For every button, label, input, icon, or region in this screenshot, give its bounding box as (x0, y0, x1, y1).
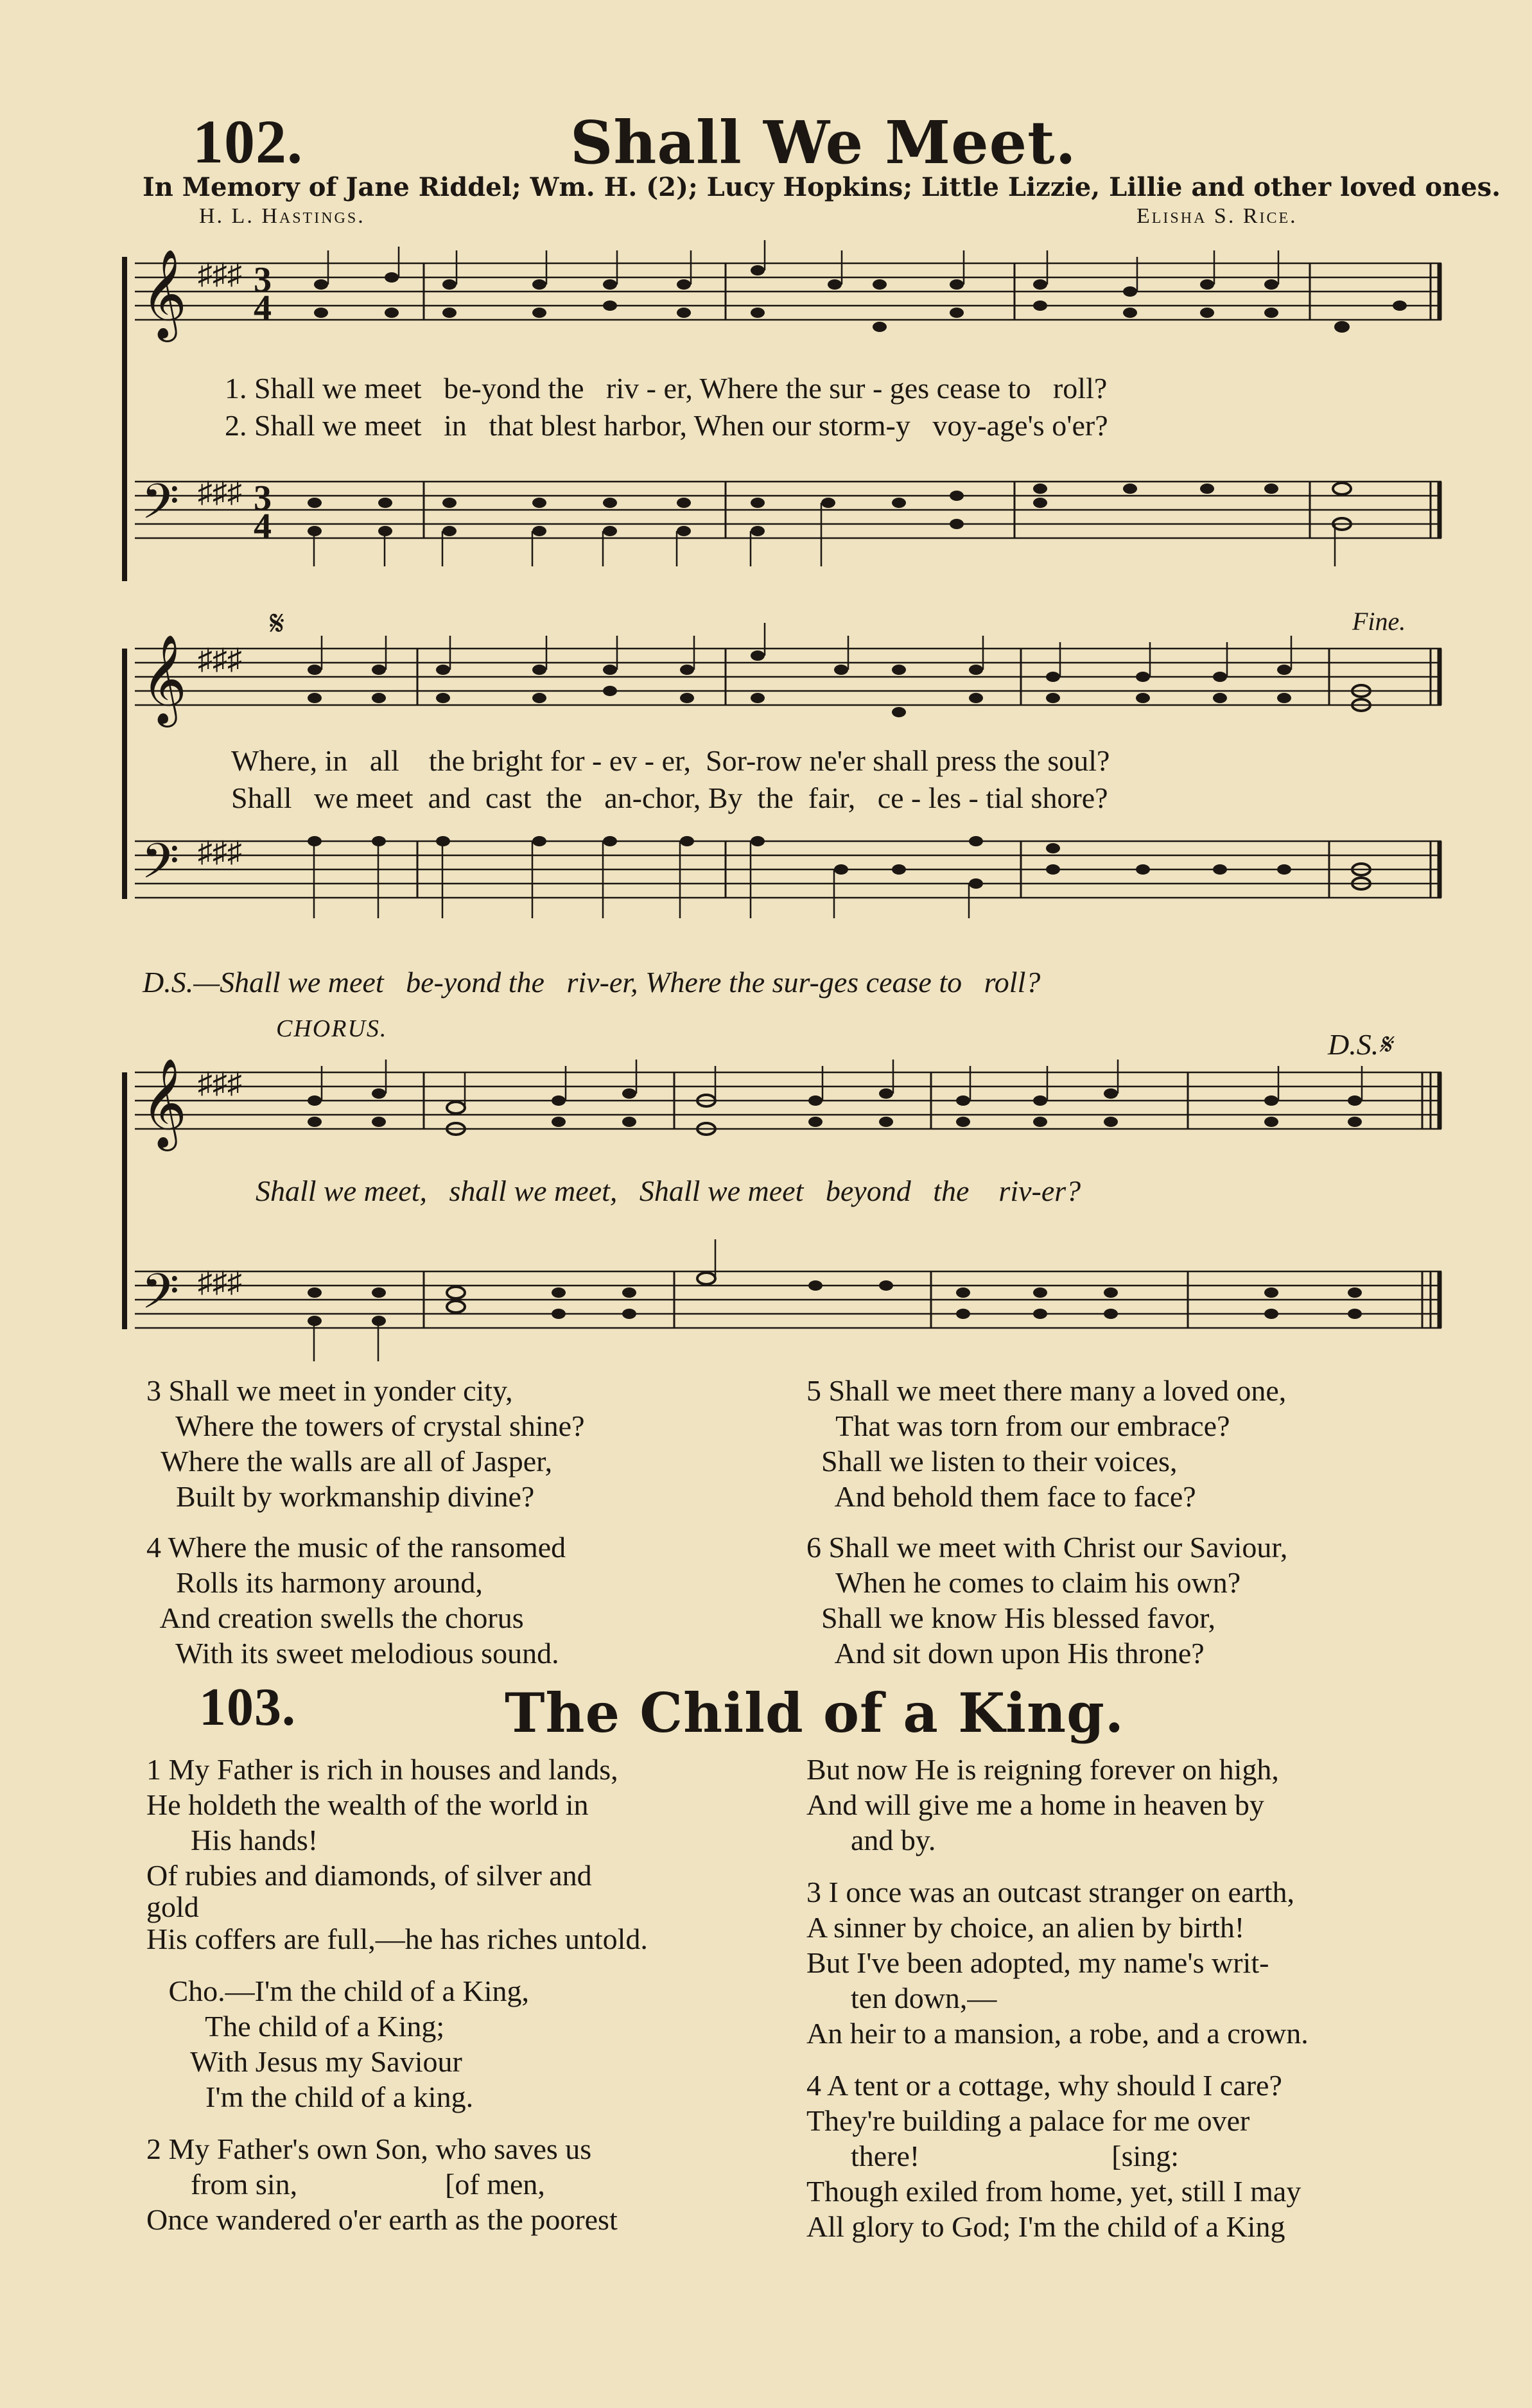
chorus-text: With Jesus my Saviour (146, 2045, 462, 2078)
svg-text:𝄞: 𝄞 (141, 634, 187, 724)
verse-3 (146, 1373, 585, 1514)
text-line: and by. (806, 1824, 936, 1856)
chorus-lyric: Shall we meet, shall we meet, Shall we meet beyond the riv-er? (256, 1174, 1081, 1207)
verse-line: That was torn from our embrace? (806, 1409, 1230, 1442)
segno-sign: 𝄋 (270, 604, 285, 643)
dedication: In Memory of Jane Riddel; Wm. H. (2); Lucy Hopkins; Little Lizzie, Lillie and other loved ones. (143, 172, 1501, 202)
text-line: 1 My Father is rich in houses and lands, (146, 1753, 618, 1786)
text-line: 2 My Father's own Son, who saves us (146, 2133, 592, 2165)
verse-2-lyric-system-1: 2. Shall we meet in that blest harbor, When our storm-y voy-age's o'er? (225, 409, 1108, 442)
hymn-103-left-column (146, 1752, 648, 2237)
text-line: ten down,— (806, 1982, 997, 2014)
svg-text:𝄢: 𝄢 (141, 833, 180, 902)
verse-line: 4 Where the music of the ransomed (146, 1531, 566, 1564)
svg-text:3: 3 (254, 478, 272, 518)
author-credit: H. L. Hastings. (199, 204, 365, 228)
text-line: Once wandered o'er earth as the poorest (146, 2203, 618, 2236)
verse-4 (146, 1530, 566, 1671)
chorus-text: The child of a King; (146, 2010, 445, 2043)
verse-line: With its sweet melodious sound. (146, 1637, 559, 1670)
verse-line: Where the towers of crystal shine? (146, 1409, 585, 1442)
verse-line: And behold them face to face? (806, 1480, 1196, 1513)
text-line: from sin, [of men, (146, 2168, 545, 2201)
text-line: there! [sing: (806, 2140, 1179, 2172)
verse-line: Built by workmanship divine? (146, 1480, 535, 1513)
composer-credit: Elisha S. Rice. (1136, 204, 1298, 228)
ds-marking: D.S.𝄋 (1328, 1028, 1391, 1061)
svg-text:♯♯♯: ♯♯♯ (198, 1067, 242, 1099)
verse-line: 5 Shall we meet there many a loved one, (806, 1374, 1287, 1407)
fine-marking: Fine. (1352, 607, 1406, 636)
verse-2-lyric-system-2: Shall we meet and cast the an-chor, By the fair, ce - les - tial shore? (231, 781, 1108, 814)
music-system-3 (122, 1047, 1445, 1381)
text-line: His coffers are full,—he has riches untold. (146, 1923, 648, 1955)
text-line: An heir to a mansion, a robe, and a crown. (806, 2017, 1309, 2050)
text-line (146, 2115, 648, 2131)
hymn-103-right-column (806, 1752, 1309, 2244)
hymn-title: The Child of a King. (505, 1681, 1125, 1745)
svg-text:♯♯♯: ♯♯♯ (198, 643, 242, 676)
svg-text:𝄞: 𝄞 (141, 249, 187, 338)
hymn-title: Shall We Meet. (570, 108, 1077, 177)
text-line: And will give me a home in heaven by (806, 1788, 1264, 1821)
text-line: But now He is reigning forever on high, (806, 1753, 1279, 1786)
chorus-text: Cho.—I'm the child of a King, (146, 1975, 529, 2007)
svg-text:3: 3 (254, 260, 272, 300)
verse-line: And creation swells the chorus (146, 1601, 524, 1634)
text-line: But I've been adopted, my name's writ- (806, 1946, 1269, 1979)
hymn-number: 102. (193, 107, 303, 176)
verse-line: Where the walls are all of Jasper, (146, 1445, 553, 1478)
svg-text:♯♯♯: ♯♯♯ (198, 835, 242, 868)
svg-text:♯♯♯: ♯♯♯ (198, 476, 242, 509)
verse-line: 3 Shall we meet in yonder city, (146, 1374, 513, 1407)
verse-line: Shall we know His blessed favor, (806, 1601, 1215, 1634)
chorus-label: CHORUS. (276, 1015, 388, 1042)
text-line: He holdeth the wealth of the world in (146, 1788, 589, 1821)
verse-line: 6 Shall we meet with Christ our Saviour, (806, 1531, 1288, 1564)
verse-line: When he comes to claim his own? (806, 1566, 1241, 1599)
text-line: gold (146, 1890, 199, 1923)
svg-text:𝄢: 𝄢 (141, 1263, 180, 1332)
verse-line: And sit down upon His throne? (806, 1637, 1205, 1670)
text-line: A sinner by choice, an alien by birth! (806, 1911, 1245, 1944)
svg-text:𝄞: 𝄞 (141, 1058, 187, 1147)
verse-5 (806, 1373, 1286, 1514)
text-line: 3 I once was an outcast stranger on earth, (806, 1876, 1294, 1908)
text-line: His hands! (146, 1824, 318, 1856)
svg-text:4: 4 (254, 507, 272, 546)
text-line: Of rubies and diamonds, of silver and (146, 1859, 592, 1892)
verse-line: Rolls its harmony around, (146, 1566, 483, 1599)
svg-text:𝄢: 𝄢 (141, 473, 180, 542)
chorus-text: I'm the child of a king. (146, 2081, 474, 2113)
text-line: Though exiled from home, yet, still I may (806, 2175, 1301, 2208)
verse-6 (806, 1530, 1287, 1671)
text-line (806, 1858, 1309, 1874)
text-line: They're building a palace for me over (806, 2104, 1250, 2137)
text-line: 4 A tent or a cottage, why should I care? (806, 2069, 1282, 2102)
ds-return-lyric: D.S.—Shall we meet be-yond the riv-er, Where the sur-ges cease to roll? (143, 966, 1041, 999)
hymn-number: 103. (199, 1677, 296, 1737)
verse-1-lyric-system-2: Where, in all the bright for - ev - er, Sor-row ne'er shall press the soul? (231, 744, 1110, 777)
svg-text:♯♯♯: ♯♯♯ (198, 1266, 242, 1298)
verse-1-lyric-system-1: 1. Shall we meet be-yond the riv - er, Where the sur - ges cease to roll? (225, 372, 1108, 405)
text-line (806, 2051, 1309, 2068)
text-line: All glory to God; I'm the child of a King (806, 2210, 1285, 2243)
svg-text:♯♯♯: ♯♯♯ (198, 257, 242, 290)
verse-line: Shall we listen to their voices, (806, 1445, 1178, 1478)
svg-text:4: 4 (254, 288, 272, 328)
text-line (146, 1957, 648, 1973)
